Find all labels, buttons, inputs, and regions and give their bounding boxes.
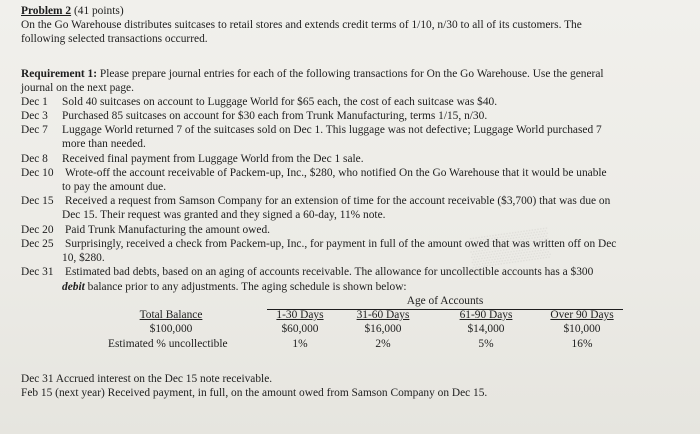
txn-dec-7 [21, 124, 602, 138]
txn-date: Dec 25 [21, 238, 54, 250]
txn-date: Dec 7 [21, 124, 48, 136]
txn-date: Dec 1 [21, 96, 48, 108]
aging-header-61-90: 61-90 Days [459, 309, 513, 321]
problem-heading [21, 5, 124, 19]
txn-text: Surprisingly, received a check from Packem-up, Inc., for payment in full of the amount owed that was written off on Dec [65, 238, 617, 250]
problem-points: (41 points) [73, 5, 124, 17]
debit-rest: balance prior to any adjustments. The aging schedule is shown below: [84, 281, 407, 293]
txn-date: Dec 8 [21, 153, 48, 165]
aging-pct-1-30: 1% [292, 338, 308, 350]
txn-dec-25 [21, 238, 616, 252]
aging-header-total: Total Balance [139, 309, 203, 321]
txn-dec-3 [21, 110, 487, 124]
txn-date: Dec 3 [21, 110, 48, 122]
txn-dec-1 [21, 96, 497, 110]
txn-text: Accrued interest on the Dec 15 note receivable. [53, 373, 273, 385]
txn-date: Dec 15 [21, 195, 54, 207]
txn-text: Paid Trunk Manufacturing the amount owed. [65, 224, 271, 236]
intro-line-2: following selected transactions occurred. [21, 33, 208, 45]
txn-feb-15 [21, 387, 487, 401]
requirement-text: Please prepare journal entries for each of the following transactions for On the Go Warehouse. Use the general [97, 68, 604, 80]
aging-amount-31-60: $16,000 [364, 323, 402, 335]
txn-dec-7-cont: more than needed. [62, 138, 146, 150]
txn-text: Purchased 85 suitcases on account for $30 each from Trunk Manufacturing, terms 1/15, n/30. [62, 110, 488, 122]
txn-text: Wrote-off the account receivable of Packem-up, Inc., $280, who notified On the Go Warehouse that it would be unable [65, 167, 607, 179]
aging-pct-61-90: 5% [478, 338, 494, 350]
aging-group-header: Age of Accounts [406, 295, 484, 307]
txn-text: Luggage World returned 7 of the suitcases sold on Dec 1. This luggage was not defective; Luggage World purchased 7 [62, 124, 602, 136]
aging-amount-1-30: $60,000 [281, 323, 319, 335]
txn-date: Feb 15 [21, 387, 53, 399]
txn-text: Sold 40 suitcases on account to Luggage World for $65 each, the cost of each suitcase was $40. [62, 96, 498, 108]
txn-dec-20 [21, 224, 270, 238]
aging-pct-label: Estimated % uncollectible [108, 338, 228, 350]
aging-header-over-90: Over 90 Days [550, 309, 614, 321]
debit-word: debit [62, 281, 85, 293]
txn-date: Dec 10 [21, 167, 54, 179]
requirement-label: Requirement 1: [21, 68, 98, 80]
txn-text: Received a request from Samson Company for an extension of time for the account receivable ($3,700) that was due on [65, 195, 611, 207]
txn-dec-10 [21, 167, 607, 181]
txn-text: Estimated bad debts, based on an aging of accounts receivable. The allowance for uncollectible accounts has a $300 [65, 266, 594, 278]
aging-amount-61-90: $14,000 [467, 323, 505, 335]
txn-dec-15-cont: Dec 15. Their request was granted and they signed a 60-day, 11% note. [62, 209, 386, 221]
txn-dec-15 [21, 195, 610, 209]
txn-dec-31-cont [62, 281, 407, 295]
aging-header-31-60: 31-60 Days [356, 309, 410, 321]
txn-dec-8 [21, 153, 364, 167]
requirement-line-1 [21, 68, 604, 82]
aging-pct-31-60: 2% [375, 338, 391, 350]
txn-date: Dec 20 [21, 224, 54, 236]
faint-watermark: ▒▒▒▒ [468, 225, 552, 268]
intro-line-1: On the Go Warehouse distributes suitcases to retail stores and extends credit terms of 1/10, n/30 to all of its customers. The [21, 19, 582, 31]
aging-amount-over-90: $10,000 [563, 323, 601, 335]
txn-dec-31 [21, 266, 593, 280]
txn-date: Dec 31 [21, 373, 54, 385]
problem-title: Problem 2 [21, 5, 72, 17]
txn-dec-25-cont: 10, $280. [62, 252, 105, 264]
aging-header-1-30: 1-30 Days [276, 309, 324, 321]
txn-dec-10-cont: to pay the amount due. [62, 181, 167, 193]
txn-text: Received final payment from Luggage World from the Dec 1 sale. [62, 153, 364, 165]
txn-date: Dec 31 [21, 266, 54, 278]
txn-text: (next year) Received payment, in full, on the amount owed from Samson Company on Dec 15. [52, 387, 488, 399]
aging-pct-over-90: 16% [571, 338, 593, 350]
aging-total-amount: $100,000 [149, 323, 193, 335]
requirement-line-2: journal on the next page. [21, 82, 134, 94]
txn-dec-31-interest [21, 373, 272, 387]
